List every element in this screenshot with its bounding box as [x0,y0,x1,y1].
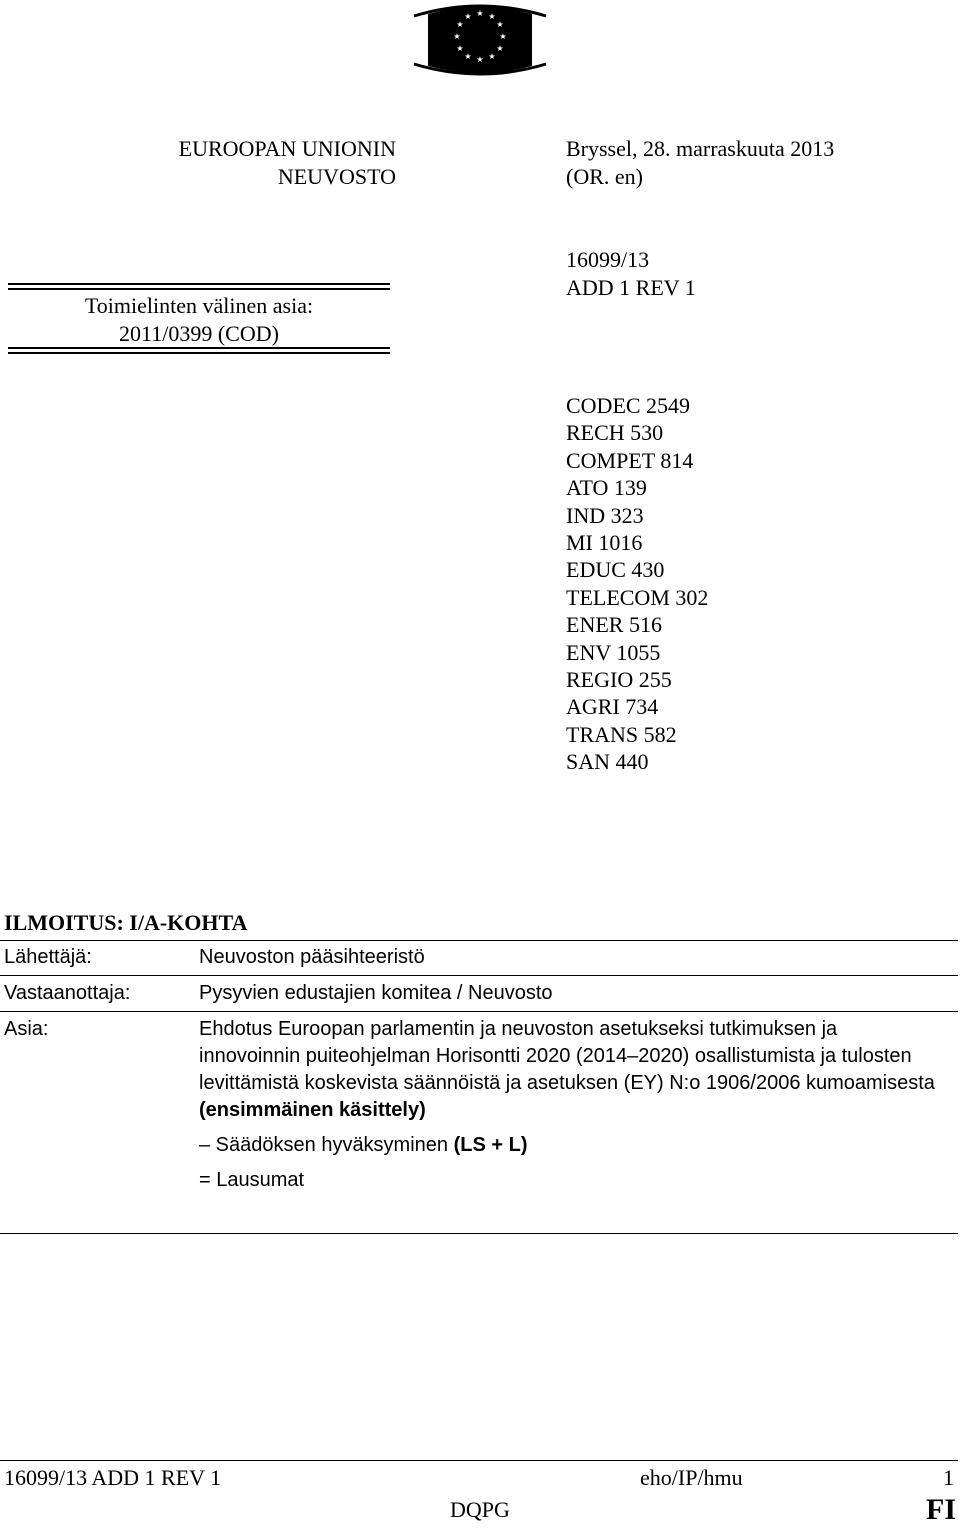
classification-codes [566,392,708,776]
divider [0,1233,958,1234]
footer-divider [0,1460,958,1461]
svg-text:★: ★ [499,32,507,41]
council-logo-icon [408,2,552,78]
footer-initials: eho/IP/hmu [640,1465,743,1490]
code-item: ATO 139 [566,475,647,501]
to-label: Vastaanottaja: [4,982,131,1004]
adoption-text: – Säädöksen hyväksyminen [199,1134,449,1156]
svg-text:★: ★ [456,20,464,29]
code-item: EDUC 430 [566,557,665,583]
subject-body [199,1016,939,1194]
subject-label: Asia: [4,1018,49,1040]
svg-text:★: ★ [464,12,472,21]
divider [0,940,958,941]
footer-reference: 16099/13 ADD 1 REV 1 [4,1465,222,1490]
interinstitutional-number: 2011/0399 (COD) [119,321,279,346]
footer-page-number: 1 [943,1465,954,1490]
institution-line-2: NEUVOSTO [277,164,396,189]
note-title: ILMOITUS: I/A-KOHTA [4,910,248,935]
svg-text:★: ★ [496,20,504,29]
code-item: ENER 516 [566,612,662,638]
code-item: TELECOM 302 [566,584,709,610]
svg-text:★: ★ [496,44,504,53]
document-number-block [566,246,696,302]
svg-text:★: ★ [488,52,496,61]
adoption-line [199,1132,939,1159]
place-date-block [566,135,834,191]
svg-text:★: ★ [464,52,472,61]
subject-reading: (ensimmäinen käsittely) [199,1099,426,1121]
document-revision: ADD 1 REV 1 [566,275,696,300]
footer-language-code: FI [926,1493,956,1526]
subject-description: Ehdotus Euroopan parlamentin ja neuvoston asetukseksi tutkimuksen ja innovoinnin puiteohjelman Horisontti 2020 (2014–2020) osallistumista ja tulosten levittämistä koskevista säännöistä ja asetuksen (EY) N:o 1906/2006 kumoamisesta [199,1018,935,1094]
place-date: Bryssel, 28. marraskuuta 2013 [566,136,835,161]
statements-line: = Lausumat [199,1169,305,1191]
double-rule-bottom [8,347,390,354]
footer-department: DQPG [450,1497,510,1522]
institution-line-1: EUROOPAN UNIONIN [178,136,396,161]
code-item: SAN 440 [566,749,649,775]
document-number: 16099/13 [566,247,650,272]
code-item: REGIO 255 [566,667,672,693]
to-value: Pysyvien edustajien komitea / Neuvosto [199,982,553,1004]
svg-text:★: ★ [453,32,461,41]
institution-name [140,135,396,191]
code-item: IND 323 [566,502,644,528]
interinstitutional-label: Toimielinten välinen asia: [84,293,314,318]
original-language: (OR. en) [566,164,643,189]
divider [0,1011,958,1012]
code-item: MI 1016 [566,530,643,556]
code-item: TRANS 582 [566,721,677,747]
svg-text:★: ★ [456,44,464,53]
from-label: Lähettäjä: [4,946,92,968]
subject-text [199,1016,939,1124]
code-item: COMPET 814 [566,447,694,473]
adoption-procedure: (LS + L) [453,1134,528,1156]
svg-text:★: ★ [488,12,496,21]
code-item: RECH 530 [566,420,664,446]
from-value: Neuvoston pääsihteeristö [199,946,425,968]
code-item: CODEC 2549 [566,393,691,418]
divider [0,975,958,976]
code-item: AGRI 734 [566,694,659,720]
svg-text:★: ★ [476,55,484,64]
code-item: ENV 1055 [566,639,661,665]
double-rule-top [8,283,390,290]
svg-text:★: ★ [476,9,484,18]
interinstitutional-file [8,292,390,348]
